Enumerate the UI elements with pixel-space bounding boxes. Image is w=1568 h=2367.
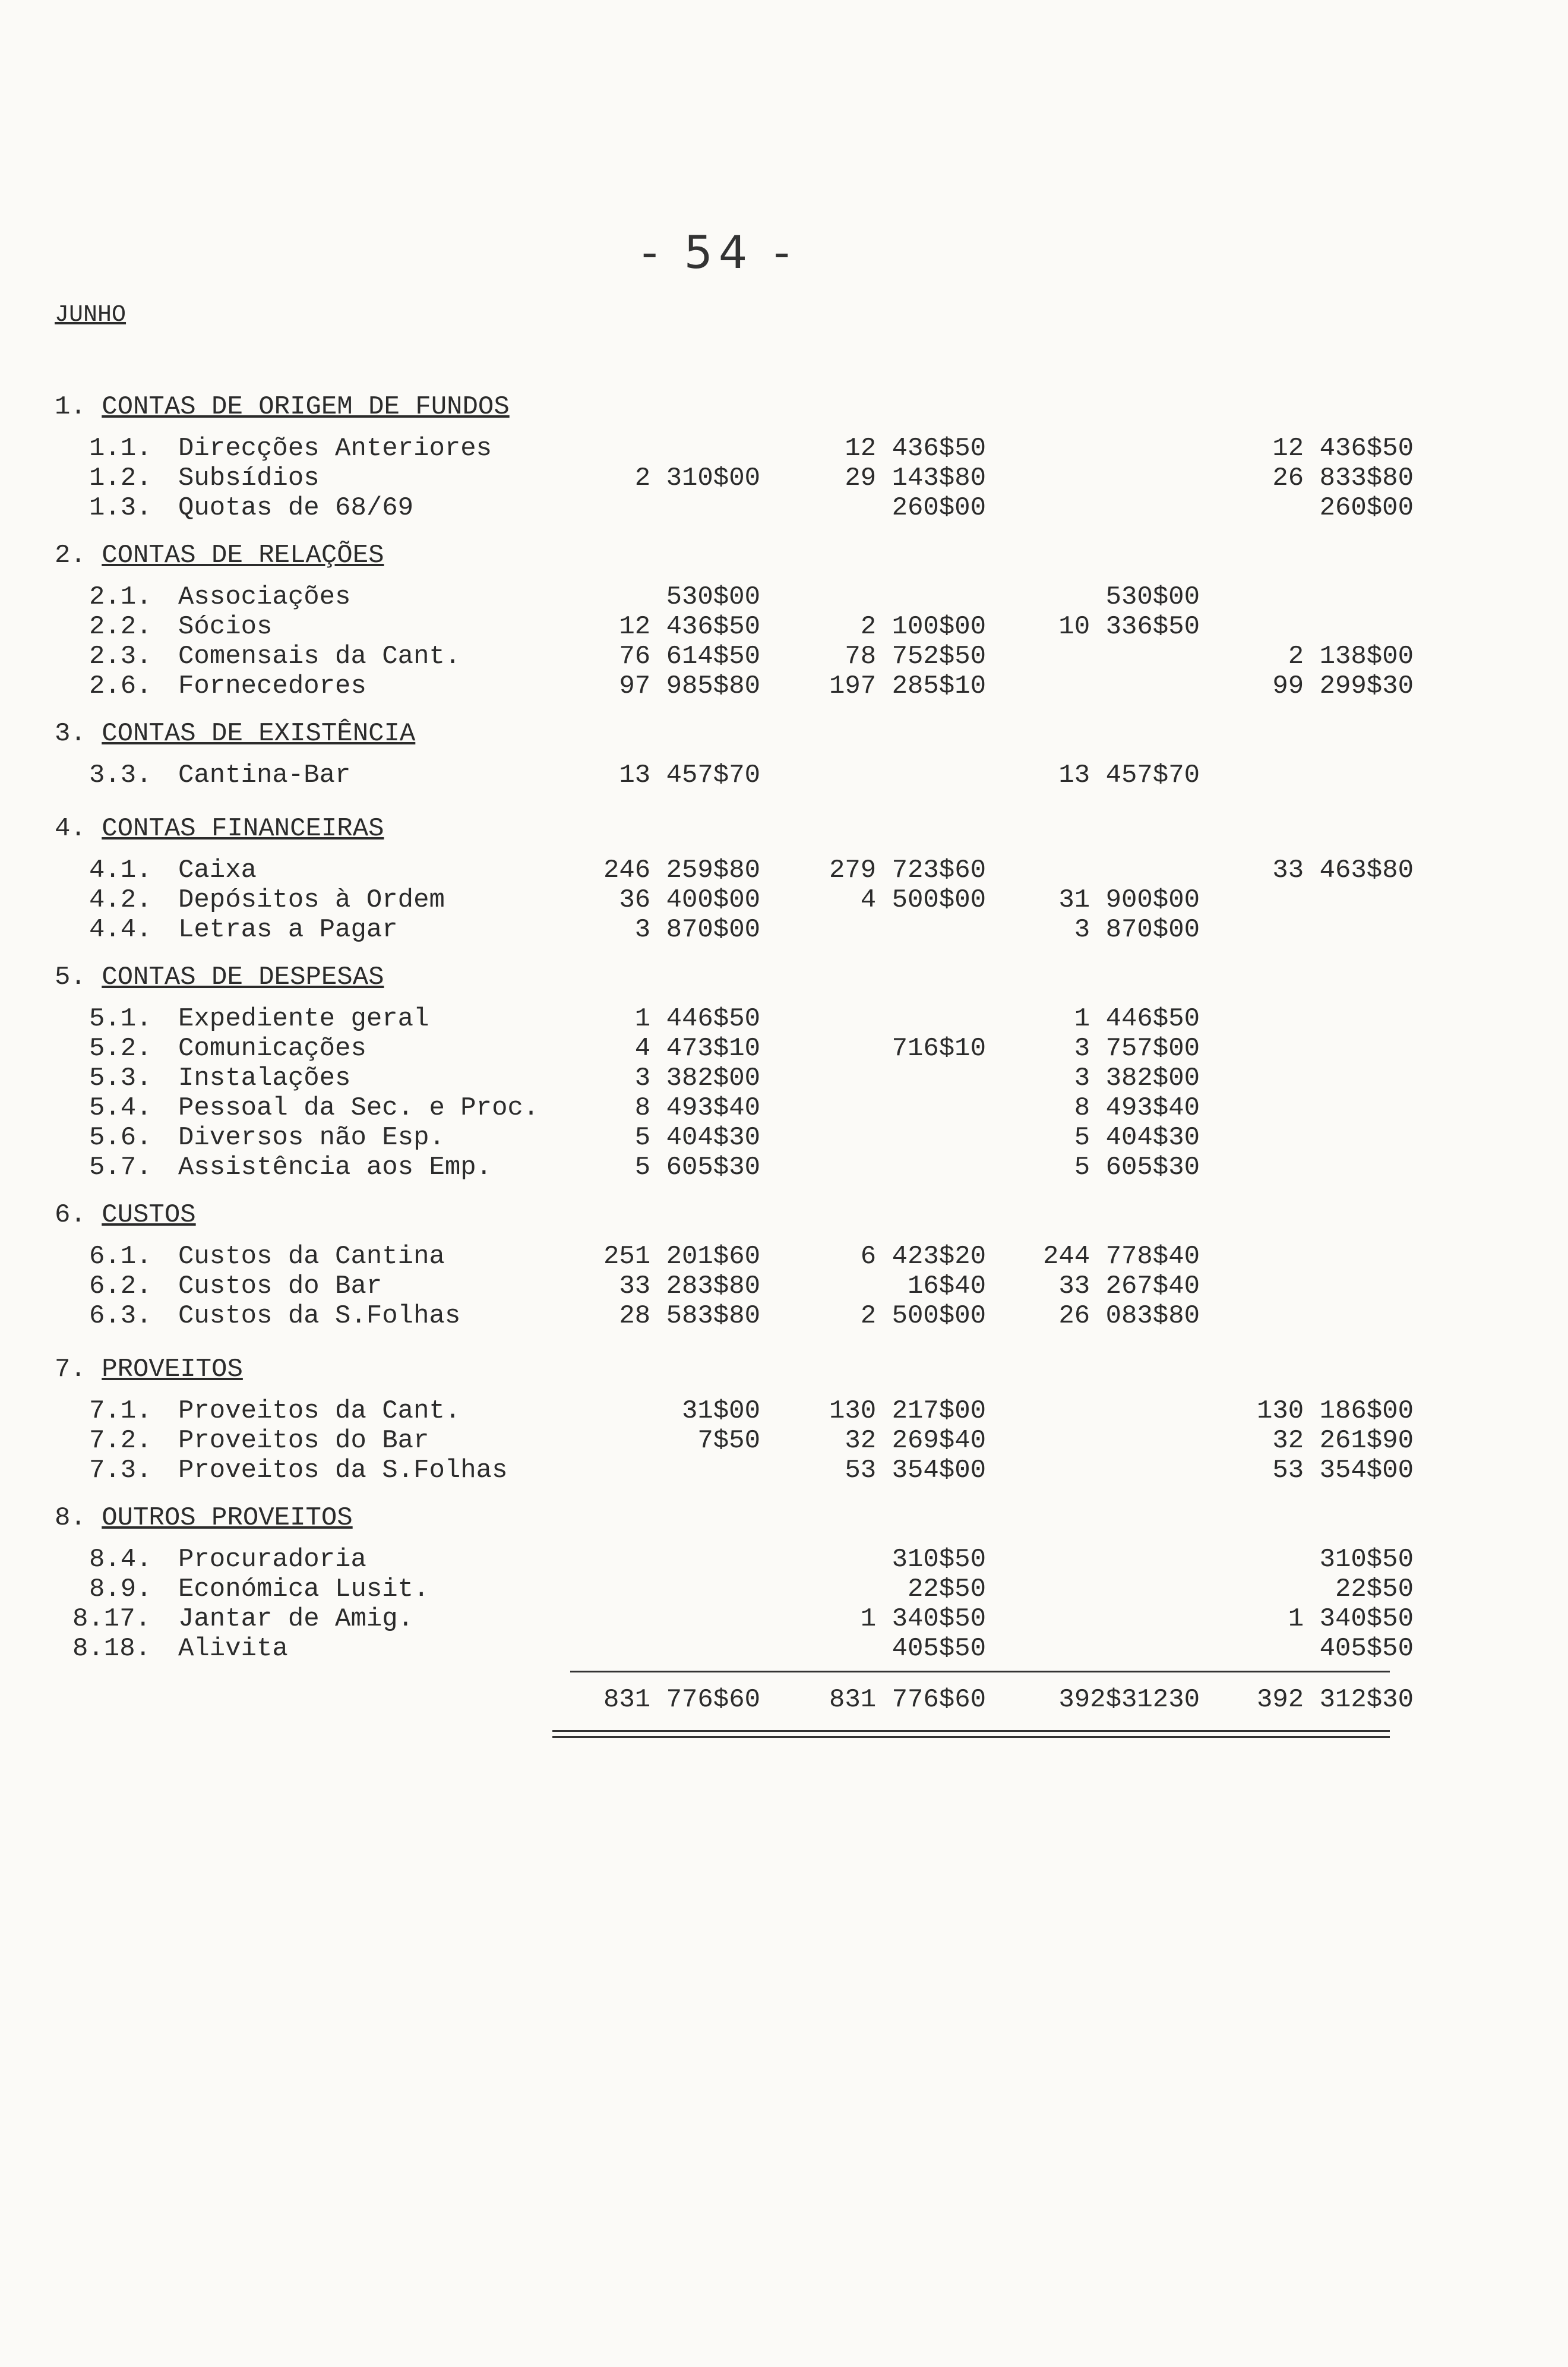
account-code: 6.3. bbox=[89, 1301, 152, 1331]
ledger-row bbox=[0, 582, 1568, 613]
account-label: Custos do Bar bbox=[178, 1271, 382, 1301]
amount-c2: 22$50 bbox=[907, 1574, 986, 1604]
amount-c3: 31 900$00 bbox=[1058, 885, 1200, 915]
amount-c2: 12 436$50 bbox=[845, 434, 986, 463]
section-heading bbox=[55, 719, 415, 749]
section-number: 8. bbox=[55, 1503, 86, 1533]
section-number: 3. bbox=[55, 719, 86, 749]
account-code: 2.3. bbox=[89, 642, 152, 671]
amount-c4: 1 340$50 bbox=[1288, 1604, 1414, 1634]
total-rule-double-2 bbox=[552, 1736, 1390, 1738]
section-title: PROVEITOS bbox=[102, 1355, 243, 1384]
amount-c3: 33 267$40 bbox=[1058, 1271, 1200, 1301]
amount-c2: 405$50 bbox=[892, 1634, 986, 1664]
account-label: Diversos não Esp. bbox=[178, 1123, 445, 1153]
account-label: Proveitos da S.Folhas bbox=[178, 1456, 508, 1485]
page-number: - 54 - bbox=[641, 226, 796, 279]
ledger-row bbox=[0, 1604, 1568, 1635]
account-label: Direcções Anteriores bbox=[178, 434, 492, 463]
ledger-row bbox=[0, 1242, 1568, 1273]
account-code: 2.2. bbox=[89, 612, 152, 642]
account-label: Comensais da Cant. bbox=[178, 642, 461, 671]
account-label: Procuradoria bbox=[178, 1545, 366, 1574]
section-number: 7. bbox=[55, 1355, 86, 1384]
amount-c1: 12 436$50 bbox=[619, 612, 760, 642]
ledger-row bbox=[0, 1004, 1568, 1035]
account-label: Letras a Pagar bbox=[178, 915, 398, 945]
section-title: CONTAS DE EXISTÊNCIA bbox=[102, 719, 416, 749]
ledger-row bbox=[0, 1301, 1568, 1332]
amount-c4: 32 261$90 bbox=[1272, 1426, 1414, 1456]
amount-c4: 99 299$30 bbox=[1272, 671, 1414, 701]
amount-c2: 716$10 bbox=[892, 1034, 986, 1063]
amount-c3: 3 757$00 bbox=[1074, 1034, 1200, 1063]
ledger-row bbox=[0, 1153, 1568, 1184]
amount-c4: 405$50 bbox=[1319, 1634, 1414, 1664]
account-code: 4.2. bbox=[89, 885, 152, 915]
amount-c2: 32 269$40 bbox=[845, 1426, 986, 1456]
ledger-row bbox=[0, 1093, 1568, 1124]
amount-c3: 3 870$00 bbox=[1074, 915, 1200, 945]
amount-c4: 260$00 bbox=[1319, 493, 1414, 523]
amount-c2: 197 285$10 bbox=[829, 671, 986, 701]
section-heading bbox=[55, 1200, 196, 1230]
account-code: 5.7. bbox=[89, 1153, 152, 1182]
section-title: CONTAS FINANCEIRAS bbox=[102, 814, 384, 844]
ledger-row bbox=[0, 612, 1568, 643]
total-c2: 831 776$60 bbox=[829, 1685, 986, 1715]
account-label: Instalações bbox=[178, 1063, 351, 1093]
account-label: Quotas de 68/69 bbox=[178, 493, 414, 523]
account-code: 4.4. bbox=[89, 915, 152, 945]
amount-c2: 310$50 bbox=[892, 1545, 986, 1574]
account-label: Alivita bbox=[178, 1634, 288, 1664]
ledger-row bbox=[0, 1574, 1568, 1605]
amount-c4: 12 436$50 bbox=[1272, 434, 1414, 463]
amount-c1: 530$00 bbox=[666, 582, 760, 612]
amount-c1: 97 985$80 bbox=[619, 671, 760, 701]
account-code: 5.4. bbox=[89, 1093, 152, 1123]
account-code: 1.1. bbox=[89, 434, 152, 463]
amount-c2: 4 500$00 bbox=[860, 885, 986, 915]
account-code: 7.3. bbox=[89, 1456, 152, 1485]
amount-c3: 10 336$50 bbox=[1058, 612, 1200, 642]
section-title: CONTAS DE ORIGEM DE FUNDOS bbox=[102, 392, 510, 422]
amount-c1: 246 259$80 bbox=[603, 856, 760, 885]
amount-c2: 2 100$00 bbox=[860, 612, 986, 642]
section-number: 5. bbox=[55, 962, 86, 992]
account-code: 1.3. bbox=[89, 493, 152, 523]
account-label: Proveitos da Cant. bbox=[178, 1396, 461, 1426]
amount-c1: 36 400$00 bbox=[619, 885, 760, 915]
amount-c2: 16$40 bbox=[907, 1271, 986, 1301]
ledger-row bbox=[0, 1063, 1568, 1094]
account-code: 8.18. bbox=[72, 1634, 151, 1664]
amount-c1: 4 473$10 bbox=[634, 1034, 760, 1063]
amount-c1: 28 583$80 bbox=[619, 1301, 760, 1331]
section-heading bbox=[55, 541, 384, 570]
ledger-row bbox=[0, 1271, 1568, 1302]
amount-c3: 530$00 bbox=[1105, 582, 1200, 612]
amount-c1: 251 201$60 bbox=[603, 1242, 760, 1271]
account-label: Cantina-Bar bbox=[178, 760, 351, 790]
account-code: 6.2. bbox=[89, 1271, 152, 1301]
amount-c1: 1 446$50 bbox=[634, 1004, 760, 1034]
amount-c2: 2 500$00 bbox=[860, 1301, 986, 1331]
account-code: 8.17. bbox=[72, 1604, 151, 1634]
account-label: Assistência aos Emp. bbox=[178, 1153, 492, 1182]
account-label: Económica Lusit. bbox=[178, 1574, 429, 1604]
total-c3: 392$31230 bbox=[1058, 1685, 1200, 1715]
ledger-row bbox=[0, 1123, 1568, 1154]
amount-c3: 26 083$80 bbox=[1058, 1301, 1200, 1331]
account-code: 8.4. bbox=[89, 1545, 152, 1574]
amount-c2: 53 354$00 bbox=[845, 1456, 986, 1485]
ledger-row bbox=[0, 885, 1568, 916]
month-heading: JUNHO bbox=[55, 302, 127, 329]
amount-c4: 26 833$80 bbox=[1272, 463, 1414, 493]
total-c4: 392 312$30 bbox=[1256, 1685, 1414, 1715]
ledger-row bbox=[0, 760, 1568, 791]
account-label: Custos da S.Folhas bbox=[178, 1301, 461, 1331]
account-label: Expediente geral bbox=[178, 1004, 429, 1034]
section-heading bbox=[55, 962, 384, 992]
ledger-row bbox=[0, 1396, 1568, 1427]
account-label: Custos da Cantina bbox=[178, 1242, 445, 1271]
section-number: 6. bbox=[55, 1200, 86, 1230]
amount-c1: 76 614$50 bbox=[619, 642, 760, 671]
amount-c4: 310$50 bbox=[1319, 1545, 1414, 1574]
amount-c2: 1 340$50 bbox=[860, 1604, 986, 1634]
amount-c3: 5 404$30 bbox=[1074, 1123, 1200, 1153]
section-number: 4. bbox=[55, 814, 86, 844]
account-code: 1.2. bbox=[89, 463, 152, 493]
amount-c4: 53 354$00 bbox=[1272, 1456, 1414, 1485]
account-label: Subsídios bbox=[178, 463, 320, 493]
section-number: 1. bbox=[55, 392, 86, 422]
amount-c4: 33 463$80 bbox=[1272, 856, 1414, 885]
amount-c1: 3 382$00 bbox=[634, 1063, 760, 1093]
account-code: 2.1. bbox=[89, 582, 152, 612]
total-c1: 831 776$60 bbox=[603, 1685, 760, 1715]
amount-c2: 6 423$20 bbox=[860, 1242, 986, 1271]
amount-c3: 3 382$00 bbox=[1074, 1063, 1200, 1093]
amount-c3: 13 457$70 bbox=[1058, 760, 1200, 790]
account-label: Sócios bbox=[178, 612, 273, 642]
account-code: 5.3. bbox=[89, 1063, 152, 1093]
section-number: 2. bbox=[55, 541, 86, 570]
totals-row bbox=[0, 1685, 1568, 1716]
amount-c2: 29 143$80 bbox=[845, 463, 986, 493]
amount-c2: 279 723$60 bbox=[829, 856, 986, 885]
total-rule-double-1 bbox=[552, 1730, 1390, 1732]
amount-c1: 31$00 bbox=[681, 1396, 760, 1426]
account-label: Proveitos do Bar bbox=[178, 1426, 429, 1456]
amount-c2: 78 752$50 bbox=[845, 642, 986, 671]
section-title: OUTROS PROVEITOS bbox=[102, 1503, 353, 1533]
amount-c1: 7$50 bbox=[697, 1426, 760, 1456]
amount-c3: 8 493$40 bbox=[1074, 1093, 1200, 1123]
ledger-row bbox=[0, 856, 1568, 886]
account-code: 5.1. bbox=[89, 1004, 152, 1034]
account-label: Pessoal da Sec. e Proc. bbox=[178, 1093, 539, 1123]
section-title: CONTAS DE RELAÇÕES bbox=[102, 541, 384, 570]
ledger-row bbox=[0, 493, 1568, 524]
account-code: 8.9. bbox=[89, 1574, 152, 1604]
amount-c2: 130 217$00 bbox=[829, 1396, 986, 1426]
amount-c1: 33 283$80 bbox=[619, 1271, 760, 1301]
account-code: 5.6. bbox=[89, 1123, 152, 1153]
ledger-row bbox=[0, 642, 1568, 673]
amount-c3: 5 605$30 bbox=[1074, 1153, 1200, 1182]
total-rule-top bbox=[570, 1671, 1390, 1672]
amount-c4: 2 138$00 bbox=[1288, 642, 1414, 671]
account-label: Fornecedores bbox=[178, 671, 366, 701]
amount-c1: 3 870$00 bbox=[634, 915, 760, 945]
amount-c1: 5 605$30 bbox=[634, 1153, 760, 1182]
account-code: 2.6. bbox=[89, 671, 152, 701]
account-code: 3.3. bbox=[89, 760, 152, 790]
ledger-row bbox=[0, 463, 1568, 494]
amount-c4: 22$50 bbox=[1335, 1574, 1414, 1604]
ledger-row bbox=[0, 1634, 1568, 1665]
ledger-row bbox=[0, 915, 1568, 946]
ledger-row bbox=[0, 434, 1568, 465]
ledger-row bbox=[0, 1426, 1568, 1457]
account-label: Jantar de Amig. bbox=[178, 1604, 414, 1634]
account-code: 7.2. bbox=[89, 1426, 152, 1456]
account-label: Depósitos à Ordem bbox=[178, 885, 445, 915]
amount-c3: 1 446$50 bbox=[1074, 1004, 1200, 1034]
account-code: 6.1. bbox=[89, 1242, 152, 1271]
section-heading bbox=[55, 1503, 353, 1533]
ledger-row bbox=[0, 1456, 1568, 1487]
amount-c2: 260$00 bbox=[892, 493, 986, 523]
ledger-row bbox=[0, 1545, 1568, 1576]
section-heading bbox=[55, 392, 510, 422]
amount-c1: 8 493$40 bbox=[634, 1093, 760, 1123]
section-title: CONTAS DE DESPESAS bbox=[102, 962, 384, 992]
account-code: 7.1. bbox=[89, 1396, 152, 1426]
section-heading bbox=[55, 814, 384, 844]
amount-c1: 2 310$00 bbox=[634, 463, 760, 493]
amount-c1: 13 457$70 bbox=[619, 760, 760, 790]
amount-c4: 130 186$00 bbox=[1256, 1396, 1414, 1426]
account-label: Caixa bbox=[178, 856, 257, 885]
account-code: 5.2. bbox=[89, 1034, 152, 1063]
ledger-row bbox=[0, 671, 1568, 702]
ledger-row bbox=[0, 1034, 1568, 1065]
account-code: 4.1. bbox=[89, 856, 152, 885]
account-label: Associações bbox=[178, 582, 351, 612]
amount-c3: 244 778$40 bbox=[1042, 1242, 1200, 1271]
account-label: Comunicações bbox=[178, 1034, 366, 1063]
section-heading bbox=[55, 1355, 243, 1384]
section-title: CUSTOS bbox=[102, 1200, 196, 1230]
amount-c1: 5 404$30 bbox=[634, 1123, 760, 1153]
